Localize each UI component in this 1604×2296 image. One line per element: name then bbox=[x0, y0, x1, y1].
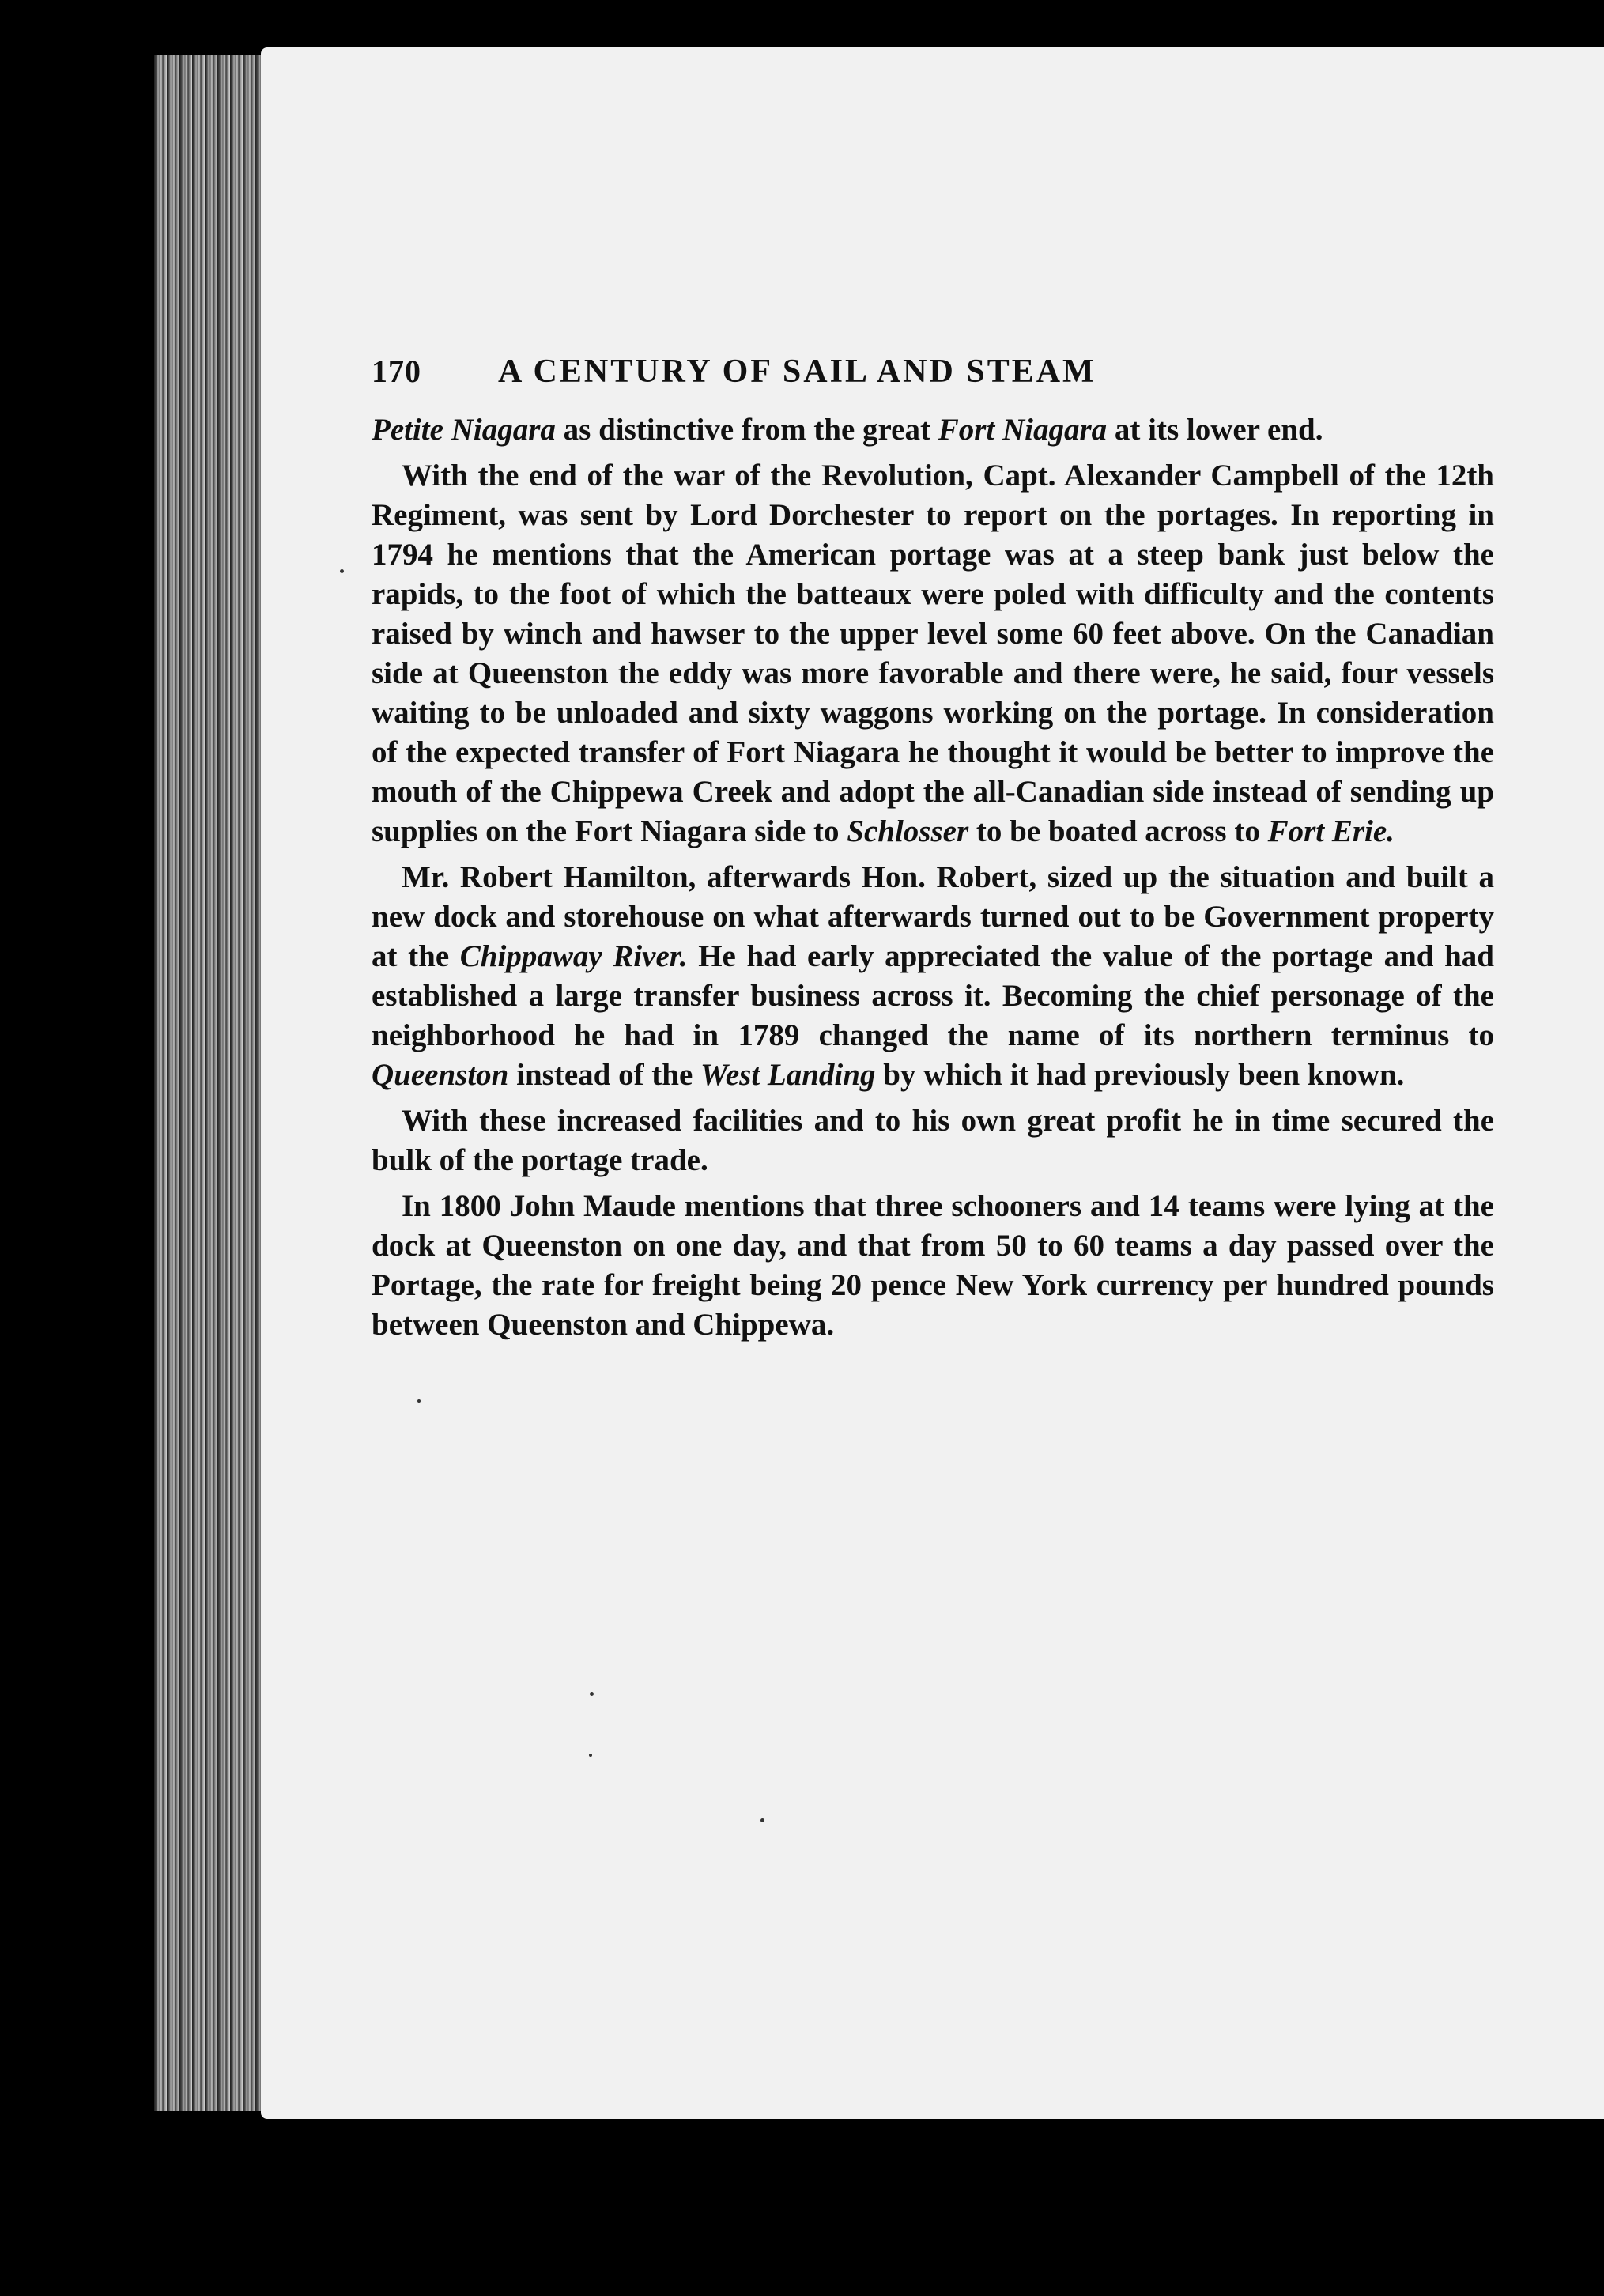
text-segment: instead of the bbox=[508, 1058, 701, 1092]
paragraph bbox=[372, 410, 1494, 450]
running-head bbox=[372, 352, 1494, 391]
body-text bbox=[372, 410, 1494, 1345]
text-segment: as distinctive from the great bbox=[555, 413, 938, 447]
scan-speck bbox=[589, 1754, 592, 1757]
text-segment: With the end of the war of the Revolution, Capt. Alexander Campbell of the 12th Regiment, was sent by Lord Dorchester to report on the portages. In reporting in 1794 he mentions that the American portage was at a steep bank just below the rapids, to the foot of which the batteaux were poled with difficulty and the contents raised by winch and hawser to the upper level some 60 feet above. On the Canadian side at Queenston the eddy was more favorable and there were, he said, four vessels waiting to be unloaded and sixty waggons working on the portage. In consideration of the expected transfer of Fort Niagara he thought it would be better to improve the mouth of the Chippewa Creek and adopt the all-Canadian side instead of sending up supplies on the Fort Niagara side to bbox=[372, 459, 1494, 848]
page-content bbox=[372, 352, 1494, 1351]
text-segment: In 1800 John Maude mentions that three schooners and 14 teams were lying at the dock at Queenston on one day, and that from 50 to 60 teams a day passed over the Portage, the rate for freight being 20 pence New York currency per hundred pounds between Queenston and Chippewa. bbox=[372, 1189, 1494, 1342]
paragraph bbox=[372, 1187, 1494, 1345]
paragraph bbox=[372, 1101, 1494, 1180]
italic-text: Schlosser bbox=[847, 814, 969, 848]
text-segment: by which it had previously been known. bbox=[875, 1058, 1405, 1092]
italic-text: Queenston bbox=[372, 1058, 509, 1092]
text-segment: He had early appreciated the value of the portage and had established a large transfer business across it. Becoming the chief personage of the neighborhood he had in 1789 changed the name of its northern terminus to bbox=[372, 939, 1494, 1052]
italic-text: Fort Erie. bbox=[1267, 814, 1395, 848]
paragraph bbox=[372, 456, 1494, 852]
italic-text: Petite Niagara bbox=[372, 413, 556, 447]
running-title: A CENTURY OF SAIL AND STEAM bbox=[498, 353, 1096, 390]
scan-speck bbox=[590, 1692, 594, 1696]
italic-text: West Landing bbox=[700, 1058, 876, 1092]
paragraph bbox=[372, 858, 1494, 1095]
text-segment: to be boated across to bbox=[968, 814, 1268, 848]
text-segment: at its lower end. bbox=[1107, 413, 1323, 447]
italic-text: Chippaway River. bbox=[459, 939, 688, 973]
italic-text: Fort Niagara bbox=[938, 413, 1108, 447]
scan-speck bbox=[340, 569, 344, 573]
page-number: 170 bbox=[372, 353, 421, 389]
scan-speck bbox=[417, 1399, 421, 1403]
text-segment: With these increased facilities and to his own great profit he in time secured the bulk of the portage trade. bbox=[372, 1104, 1494, 1177]
text-segment: Mr. Robert Hamilton, afterwards Hon. Robert, sized up the situation and built a new dock and storehouse on what afterwards turned out to be Government property at the bbox=[372, 860, 1494, 973]
scan-speck bbox=[760, 1818, 764, 1822]
